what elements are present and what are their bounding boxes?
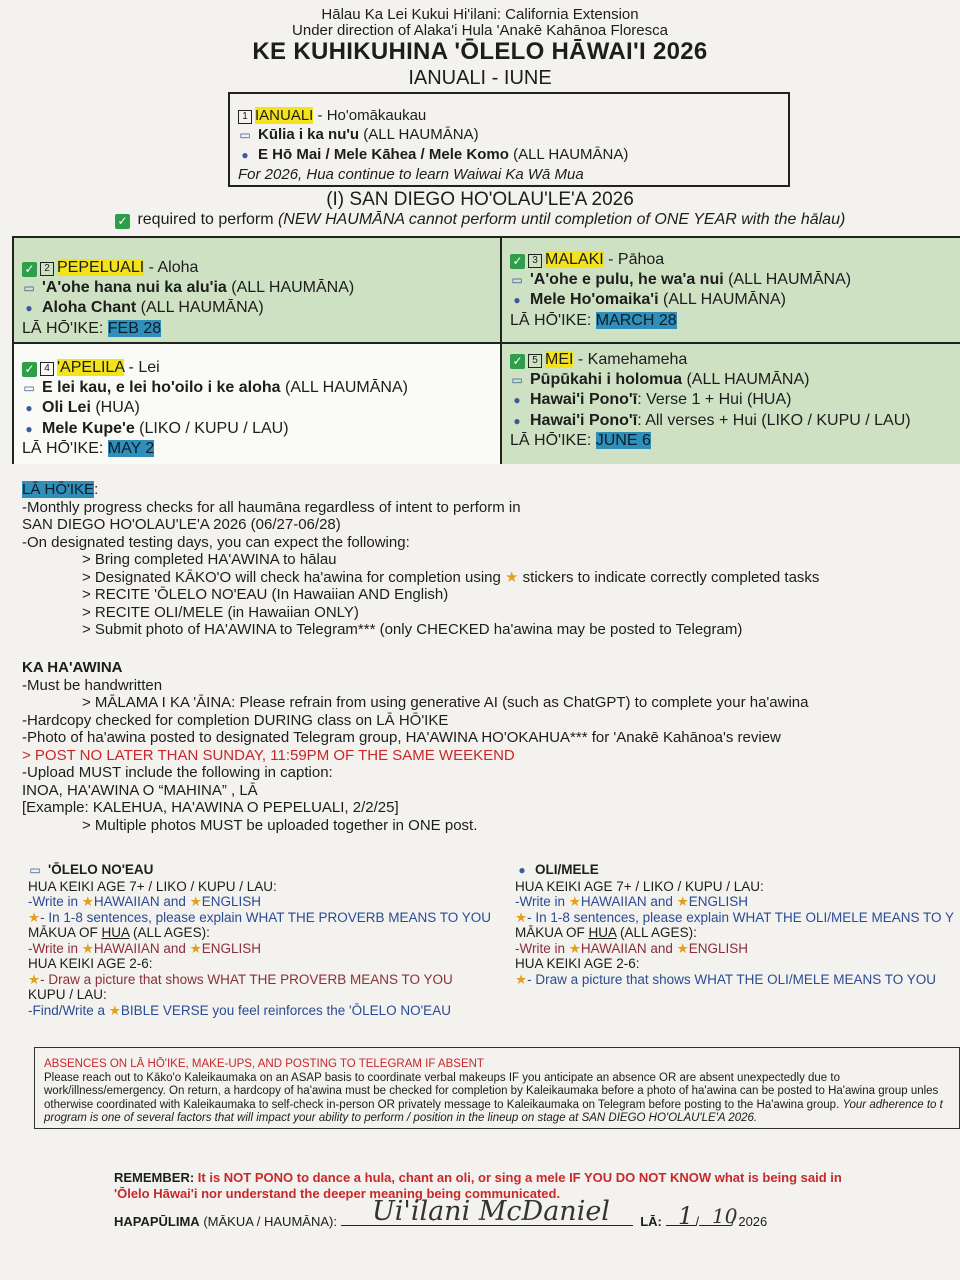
month-theme: - Lei: [124, 359, 160, 376]
hoike-bullet: > Submit photo of HA'AWINA to Telegram*** (only CHECKED ha'awina may be posted to Telegram): [82, 621, 743, 638]
olelo-text: 'A'ohe e pulu, he wa'a nui: [530, 270, 724, 288]
haawina-line: -Hardcopy checked for completion DURING class on LĀ HŌ'IKE: [22, 711, 449, 729]
oli-who: (HUA): [90, 399, 140, 416]
star-icon: ★: [28, 971, 41, 987]
hoike-bullet: [22, 569, 952, 587]
handwritten-signature: Ui'ilani McDaniel: [372, 1196, 610, 1227]
oli-title: OLI/MELE: [535, 862, 599, 877]
mele-text: Mele Kupe'e: [42, 419, 135, 437]
remember-text: It is NOT PONO to dance a hula, chant an oli, or sing a mele IF YOU DO NOT KNOW what is being said in: [197, 1170, 842, 1185]
speech-bubble-icon: ●: [513, 413, 521, 428]
star-icon: ★: [81, 940, 94, 956]
month-number-1: 1: [238, 110, 252, 124]
oli-item: HAWAIIAN and: [580, 894, 677, 909]
absences-line: Please reach out to Kāko'o Kaleikaumaka on an ASAP basis to coordinate verbal makeups IF you anticipate an absence OR are absent unexpectedly due to: [44, 1071, 840, 1084]
hoike-date: MAY 2: [107, 440, 155, 457]
hoike-date: FEB 28: [107, 319, 162, 337]
absences-line-italic: Your adherence to t: [842, 1098, 943, 1111]
january-mele: [238, 145, 788, 165]
signature-line: HAPAPŪLIMA (MĀKUA / HAUMĀNA): LĀ: / / 2026: [114, 1214, 768, 1229]
hoike-bullet-text: > Designated KĀKO'O will check ha'awina for completion using: [82, 568, 506, 586]
hoike-line: -On designated testing days, you can expect the following:: [22, 533, 410, 551]
remember-text: 'Ōlelo Hāwai'i nor understand the deeper meaning being communicated.: [114, 1186, 561, 1201]
month-theme: - Aloha: [144, 259, 199, 276]
january-olelo: [238, 125, 788, 145]
star-icon: ★: [515, 971, 528, 987]
mele-who: (ALL HAUMĀNA): [658, 291, 786, 308]
haawina-line: -Must be handwritten: [22, 676, 163, 694]
oli-item: HAWAIIAN and: [580, 940, 677, 956]
oli-item: -Write in: [515, 894, 569, 909]
olelo-item: -Find/Write a: [28, 1002, 109, 1018]
book-icon: ▭: [29, 863, 41, 877]
required-line: [115, 211, 845, 229]
january-box: [228, 92, 790, 187]
absences-line: work/illness/emergency. On return, a hardcopy of ha'awina must be checked for completion by Kaleikaumaka before a photo of ha'awina can be posted to Ha'awina group unles: [44, 1085, 939, 1097]
oli-item: ENGLISH: [688, 894, 749, 909]
mele-who: : All verses + Hui (LIKO / KUPU / LAU): [637, 411, 911, 429]
san-diego-title: (I) SAN DIEGO HO'OLAU'LE'A 2026: [326, 189, 634, 210]
speech-bubble-icon: ●: [25, 421, 33, 436]
january-olelo-who: (ALL HAUMĀNA): [359, 126, 479, 143]
january-mele-who: (ALL HAUMĀNA): [508, 146, 629, 163]
absences-line: program is one of several factors that will impact your ability to perform / position in the lineup on stage at SAN DIEGO HO'OLAU'LE'A 2026.: [44, 1112, 758, 1124]
hoike-bullet: > RECITE OLI/MELE (in Hawaiian ONLY): [82, 603, 359, 621]
absences-line: otherwise coordinated with Kaleikaumaka to self-check in-person OR privately message to Kaleikaumaka on Telegram before posting to the Ha'awina group.: [44, 1098, 843, 1111]
olelo-item: BIBLE VERSE you feel reinforces the 'ŌLELO NO'EAU: [120, 1002, 451, 1018]
haawina-line: -Upload MUST include the following in caption:: [22, 764, 333, 781]
month-name: MALAKI: [545, 251, 604, 268]
january-theme: - Ho'omākaukau: [313, 107, 427, 124]
star-icon: ★: [568, 940, 581, 956]
month-number: 2: [40, 262, 54, 276]
month-theme: - Pāhoa: [603, 251, 665, 268]
signature-label: HAPAPŪLIMA: [114, 1214, 200, 1229]
january-olelo-text: Kūlia i ka nu'u: [258, 126, 360, 143]
mele-text: Hawai'i Pono'ī: [530, 411, 638, 429]
olelo-who: (ALL HAUMĀNA): [682, 370, 810, 388]
month-cell-pepeluali: [14, 238, 502, 344]
checkmark-icon: ✓: [115, 214, 130, 229]
checkmark-icon: ✓: [22, 262, 37, 277]
olelo-item: - In 1-8 sentences, please explain WHAT THE PROVERB MEANS TO YOU: [40, 909, 492, 925]
haawina-line: -Photo of ha'awina posted to designated Telegram group, HA'AWINA HO'OKAHUA*** for 'Anakē Kahānoa's review: [22, 729, 781, 746]
handwritten-month: 1: [678, 1202, 694, 1230]
haawina-line: > Multiple photos MUST be uploaded together in ONE post.: [82, 816, 478, 834]
olelo-item: - Draw a picture that shows WHAT THE PROVERB MEANS TO YOU: [40, 971, 453, 987]
january-heading: [238, 106, 788, 125]
book-icon: ▭: [511, 372, 523, 387]
required-text: required to perform: [137, 211, 278, 228]
book-icon: ▭: [23, 280, 35, 295]
hoike-heading: LĀ HŌ'IKE: [22, 481, 95, 498]
page-subtitle: IANUALI - IUNE: [408, 67, 552, 89]
haawina-line: [Example: KALEHUA, HA'AWINA O PEPELUALI, 2/2/25]: [22, 799, 399, 816]
month-number: 3: [528, 254, 542, 268]
checkmark-icon: ✓: [510, 254, 525, 269]
speech-bubble-icon: ●: [518, 863, 526, 877]
month-number: 4: [40, 362, 54, 376]
olelo-group: (ALL AGES):: [129, 925, 210, 940]
page-title: KE KUHIKUHINA 'ŌLELO HĀWAI'I 2026: [252, 38, 708, 65]
oli-item: - Draw a picture that shows WHAT THE OLI/MELE MEANS TO YOU: [527, 971, 936, 987]
hoike-label: LĀ HŌ'IKE:: [510, 432, 596, 449]
hoike-date: JUNE 6: [595, 432, 651, 449]
hoike-line: SAN DIEGO HO'OLAU'LE'A 2026 (06/27-06/28): [22, 516, 341, 533]
oli-group: (ALL AGES):: [616, 925, 697, 940]
olelo-group-underline: HUA: [101, 925, 130, 940]
star-icon: ★: [676, 894, 689, 909]
hoike-bullet: > Bring completed HA'AWINA to hālau: [82, 551, 337, 568]
oli-group: HUA KEIKI AGE 7+ / LIKO / KUPU / LAU:: [515, 878, 764, 894]
month-name: PEPELUALI: [57, 259, 145, 276]
olelo-item: ENGLISH: [201, 894, 262, 909]
checkmark-icon: ✓: [510, 354, 525, 369]
oli-column: [515, 862, 960, 987]
olelo-who: (ALL HAUMĀNA): [226, 278, 355, 296]
mele-who: (ALL HAUMĀNA): [136, 299, 264, 316]
absences-title: ABSENCES ON LĀ HŌ'IKE, MAKE-UPS, AND POSTING TO TELEGRAM IF ABSENT: [44, 1058, 484, 1070]
star-icon: ★: [568, 894, 581, 909]
date-label: LĀ:: [640, 1214, 662, 1229]
month-theme: - Kamehameha: [573, 351, 688, 368]
star-icon: ★: [108, 1002, 121, 1018]
oli-group-underline: HUA: [588, 925, 617, 940]
speech-bubble-icon: ●: [25, 401, 33, 415]
speech-bubble-icon: ●: [241, 148, 249, 162]
olelo-column: [28, 862, 508, 1018]
signature-label-2: (MĀKUA / HAUMĀNA):: [199, 1214, 337, 1229]
required-note: (NEW HAUMĀNA cannot perform until completion of ONE YEAR with the hālau): [277, 211, 846, 228]
star-icon: ★: [28, 909, 41, 925]
haawina-deadline: > POST NO LATER THAN SUNDAY, 11:59PM OF THE SAME WEEKEND: [22, 746, 515, 764]
olelo-item: HAWAIIAN and: [93, 894, 190, 909]
star-icon: ★: [515, 909, 528, 925]
january-mele-text: E Hō Mai / Mele Kāhea / Mele Komo: [258, 146, 509, 163]
olelo-item: -Write in: [28, 894, 82, 909]
star-icon: ★: [189, 894, 202, 909]
handwritten-day: 10: [712, 1204, 738, 1228]
star-icon: ★: [81, 894, 94, 909]
header-line-1: Hālau Ka Lei Kukui Hi'ilani: California Extension: [321, 6, 639, 23]
mele-text: Hawai'i Pono'ī: [530, 391, 638, 408]
january-note: For 2026, Hua continue to learn Waiwai Ka Wā Mua: [238, 166, 584, 183]
book-icon: ▭: [511, 272, 523, 287]
olelo-who: (ALL HAUMĀNA): [280, 378, 408, 396]
mele-text: Mele Ho'omaika'i: [530, 291, 659, 308]
star-icon: ★: [676, 940, 689, 956]
olelo-item: ENGLISH: [201, 940, 262, 956]
month-cell-mei: [502, 344, 960, 464]
month-name: 'APELILA: [57, 359, 125, 376]
speech-bubble-icon: ●: [513, 293, 521, 307]
olelo-item: -Write in: [28, 940, 82, 956]
hoike-section: LĀ HŌ'IKE: -Monthly progress checks for all haumāna regardless of intent to perform in SAN DIEGO HO'OLAU'LE'A 2026 (06/27-06/28) -On designated testing days, you can expect the following: > Bring completed HA'AWINA to hālau > Designated KĀKO'O will check ha'awina for completion using ★ stickers to indicate correctly completed tasks > RECITE 'ŌLELO NO'EAU (In Hawaiian AND English) > RECITE OLI/MELE (in Hawaiian ONLY) > Submit photo of HA'AWINA to Telegram*** (only CHECKED ha'awina may be posted to Telegram): [22, 481, 952, 639]
oli-group: HUA KEIKI AGE 2-6:: [515, 956, 640, 971]
hoike-label: LĀ HŌ'IKE:: [22, 440, 108, 457]
months-grid: [12, 236, 960, 464]
date-year: / 2026: [731, 1214, 768, 1229]
january-month: IANUALI: [255, 107, 314, 124]
olelo-text: 'A'ohe hana nui ka alu'ia: [42, 278, 227, 296]
star-icon: ★: [505, 568, 519, 586]
mele-who: : Verse 1 + Hui (HUA): [637, 391, 792, 408]
checkmark-icon: ✓: [22, 362, 37, 377]
month-number: 5: [528, 354, 542, 368]
header-line-2: Under direction of Alaka'i Hula 'Anakē Kahānoa Floresca: [292, 22, 668, 39]
hoike-line: -Monthly progress checks for all haumāna regardless of intent to perform in: [22, 498, 521, 516]
month-cell-apelila: [14, 344, 502, 464]
olelo-text: Pūpūkahi i holomua: [530, 370, 683, 388]
hoike-date: MARCH 28: [595, 311, 677, 329]
olelo-group: HUA KEIKI AGE 7+ / LIKO / KUPU / LAU:: [28, 878, 277, 894]
olelo-group: MĀKUA OF: [28, 925, 102, 940]
oli-group: MĀKUA OF: [515, 925, 589, 940]
hoike-bullet-text: stickers to indicate correctly completed tasks: [518, 568, 820, 586]
olelo-text: E lei kau, e lei ho'oilo i ke aloha: [42, 378, 281, 396]
oli-item: - In 1-8 sentences, please explain WHAT THE OLI/MELE MEANS TO Y: [527, 909, 955, 925]
haawina-line: INOA, HA'AWINA O “MAHINA” , LĀ: [22, 781, 258, 799]
hoike-bullet: > RECITE 'ŌLELO NO'EAU (In Hawaiian AND English): [82, 586, 449, 603]
speech-bubble-icon: ●: [513, 393, 521, 407]
month-name: MEI: [545, 351, 574, 368]
olelo-title: 'ŌLELO NO'EAU: [48, 862, 154, 877]
month-cell-malaki: [502, 238, 960, 344]
mele-who: (LIKO / KUPU / LAU): [134, 419, 289, 437]
olelo-group: HUA KEIKI AGE 2-6:: [28, 956, 153, 971]
book-icon: ▭: [239, 128, 251, 142]
oli-item: -Write in: [515, 940, 569, 956]
oli-item: ENGLISH: [688, 940, 749, 956]
hoike-label: LĀ HŌ'IKE:: [22, 319, 108, 337]
speech-bubble-icon: ●: [25, 301, 33, 315]
absences-box: [34, 1047, 960, 1129]
hoike-label: LĀ HŌ'IKE:: [510, 311, 596, 329]
book-icon: ▭: [23, 380, 35, 395]
oli-text: Oli Lei: [42, 399, 91, 416]
haawina-heading: KA HA'AWINA: [22, 659, 123, 676]
haawina-section: [22, 659, 952, 834]
star-icon: ★: [189, 940, 202, 956]
haawina-line: > MĀLAMA I KA 'ĀINA: Please refrain from using generative AI (such as ChatGPT) to complete your ha'awina: [82, 694, 809, 711]
mele-text: Aloha Chant: [42, 299, 137, 316]
remember-label: REMEMBER:: [114, 1170, 198, 1185]
olelo-who: (ALL HAUMĀNA): [723, 270, 852, 288]
olelo-item: HAWAIIAN and: [93, 940, 190, 956]
olelo-group: KUPU / LAU:: [28, 987, 107, 1002]
